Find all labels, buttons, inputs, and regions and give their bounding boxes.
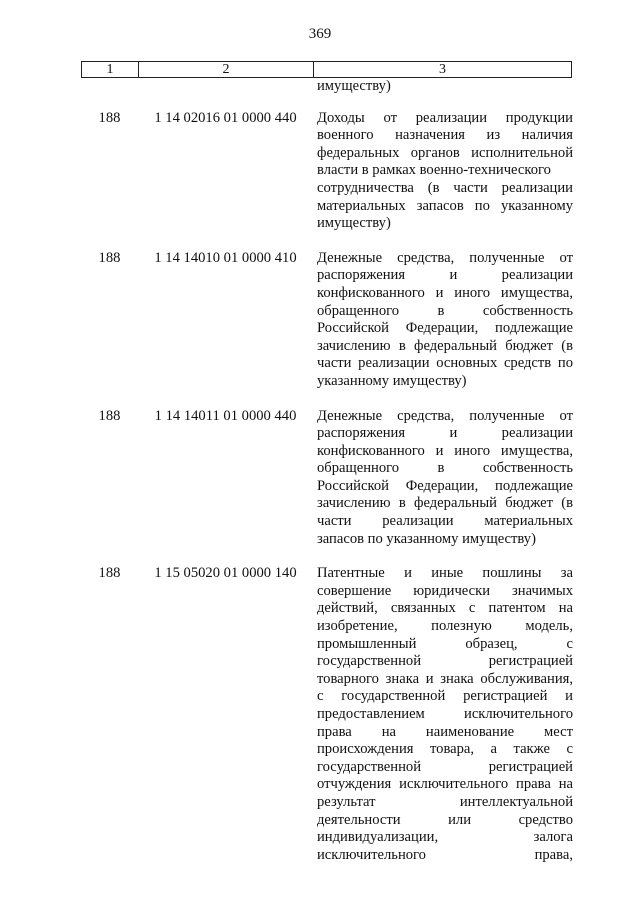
description-line: обращенного в собственность (317, 302, 573, 319)
description-line: запасов по указанному имуществу) (317, 530, 536, 547)
table-row (81, 565, 572, 864)
budget-classification-code: 1 14 14010 01 0000 410 (154, 249, 297, 266)
income-description (313, 408, 573, 549)
description-line: распоряжения и реализации (317, 267, 573, 284)
description-line: происхождения товара, а также с (317, 741, 573, 758)
description-line: права на наименование мест (317, 723, 573, 740)
income-description (313, 110, 573, 233)
header-col-3: 3 (439, 62, 446, 77)
description-line: распоряжения и реализации (317, 425, 573, 442)
description-line: Денежные средства, полученные от (317, 249, 573, 266)
table-header (81, 61, 572, 78)
admin-code: 188 (98, 109, 121, 126)
income-description (313, 250, 573, 391)
description-line: с государственной регистрацией и (317, 688, 573, 705)
description-line: обращенного в собственность (317, 460, 573, 477)
budget-classification-code: 1 14 02016 01 0000 440 (154, 109, 297, 126)
continuation-text: имуществу) (317, 78, 391, 94)
description-line: федеральных органов исполнительной (317, 144, 573, 161)
description-line: государственной регистрацией (317, 758, 573, 775)
description-line: Российской Федерации, подлежащие (317, 320, 573, 337)
income-description (313, 565, 573, 864)
description-line: результат интеллектуальной (317, 793, 573, 810)
admin-code: 188 (98, 407, 121, 424)
admin-code: 188 (98, 565, 121, 582)
table-row (81, 250, 572, 391)
description-line: совершение юридически значимых (317, 582, 573, 599)
description-line: отчуждения исключительного права на (317, 776, 573, 793)
table-body (81, 78, 572, 881)
header-col-2: 2 (139, 62, 314, 77)
budget-classification-code: 1 14 14011 01 0000 440 (154, 407, 297, 424)
description-line: индивидуализации, залога (317, 829, 573, 846)
description-line: предоставлением исключительного (317, 706, 573, 722)
header-col-1: 1 (82, 62, 139, 77)
description-line: действий, связанных с патентом на (317, 600, 573, 617)
continuation-row (81, 78, 572, 96)
description-line: части реализации основных средств по (317, 355, 573, 372)
description-line: военного назначения из наличия (317, 127, 573, 144)
table-row (81, 408, 572, 549)
description-line: зачислению в федеральный бюджет (в (317, 495, 573, 512)
admin-code: 188 (98, 249, 121, 266)
description-line: Доходы от реализации продукции (317, 109, 573, 126)
description-line: конфискованного и иного имущества, (317, 442, 573, 459)
description-line: промышленный образец, с (317, 635, 573, 652)
table-row (81, 110, 572, 233)
description-line: имуществу) (317, 215, 391, 232)
description-line: указанному имуществу) (317, 372, 467, 389)
description-line: государственной регистрацией (317, 653, 573, 670)
description-line: Российской Федерации, подлежащие (317, 477, 573, 494)
description-line: Патентные и иные пошлины за (317, 565, 573, 582)
description-line: материальных запасов по указанному (317, 197, 573, 214)
page-number: 369 (308, 26, 332, 42)
description-line: деятельности или средство (317, 811, 573, 828)
description-line: конфискованного и иного имущества, (317, 284, 573, 301)
description-line: изобретение, полезную модель, (317, 618, 573, 635)
description-line: зачислению в федеральный бюджет (в (317, 337, 573, 354)
description-line: сотрудничества (в части реализации (317, 179, 573, 196)
description-line: части реализации материальных (317, 513, 573, 530)
description-line: Денежные средства, полученные от (317, 407, 573, 424)
description-line: власти в рамках военно-технического (317, 162, 551, 179)
budget-classification-code: 1 15 05020 01 0000 140 (154, 565, 297, 582)
description-line: исключительного права, (317, 846, 573, 863)
description-line: товарного знака и знака обслуживания, (317, 670, 573, 687)
